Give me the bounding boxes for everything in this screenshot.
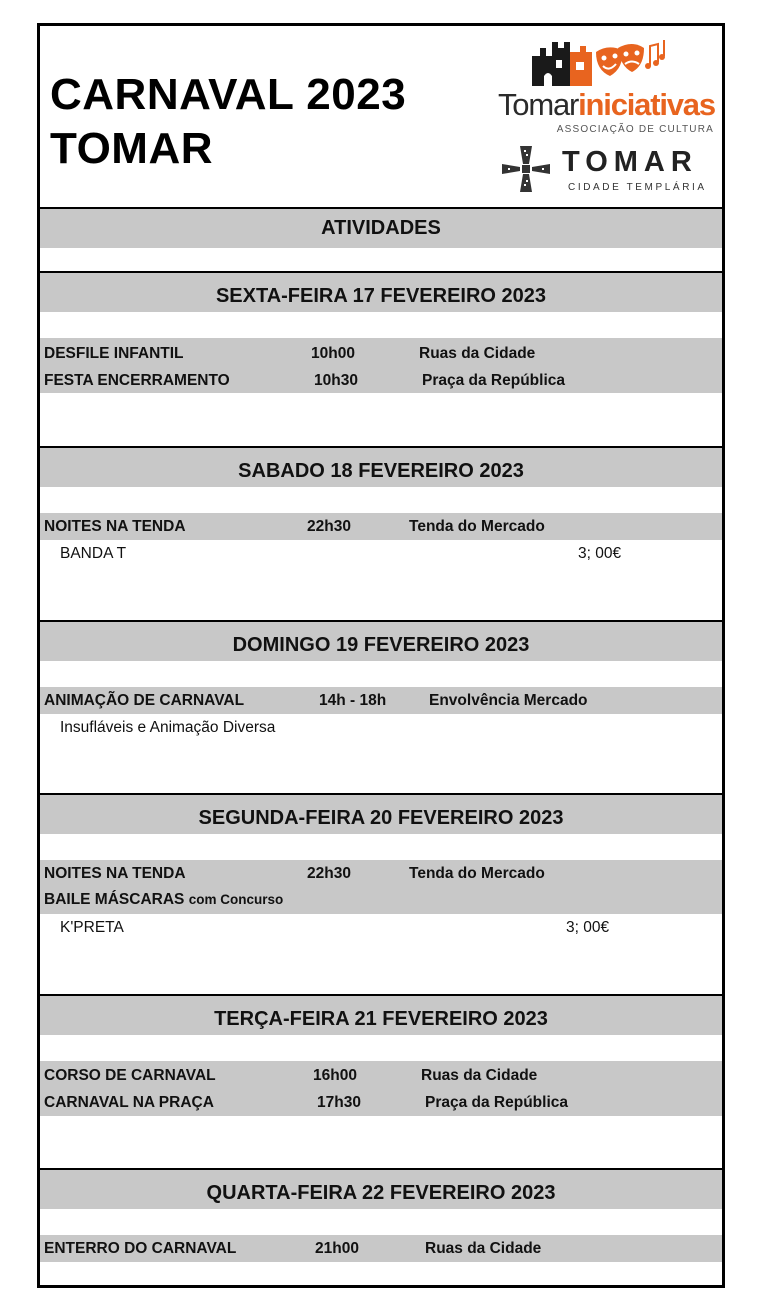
event-name: DESFILE INFANTIL [44, 345, 184, 362]
tomar-subtitle: CIDADE TEMPLÁRIA [568, 182, 707, 193]
day-header: QUARTA-FEIRA 22 FEVEREIRO 2023 [40, 1170, 722, 1209]
poster-header [40, 26, 722, 209]
event-name: CORSO DE CARNAVAL [44, 1067, 216, 1084]
event-name: NOITES NA TENDA [44, 865, 186, 882]
event-time: 22h30 [307, 865, 351, 882]
event-place: Praça da República [422, 372, 566, 389]
event-price: 3; 00€ [578, 545, 622, 562]
event-place: Ruas da Cidade [425, 1240, 542, 1257]
event-detail: BANDA T [60, 545, 127, 562]
event-price: 3; 00€ [566, 919, 610, 936]
event-time: 10h30 [314, 372, 358, 389]
title-line-2: TOMAR [50, 124, 214, 173]
event-name-main: BAILE MÁSCARAS [44, 891, 185, 908]
logo-wordmark: Tomariniciativas [498, 87, 715, 122]
event-place: Praça da República [425, 1094, 569, 1111]
event-detail: Insufláveis e Animação Diversa [60, 719, 276, 736]
event-place: Tenda do Mercado [409, 518, 545, 535]
section-title: ATIVIDADES [40, 209, 722, 248]
title-line-1: CARNAVAL 2023 [50, 70, 407, 119]
event-time: 22h30 [307, 518, 351, 535]
event-time: 10h00 [311, 345, 355, 362]
event-name: ANIMAÇÃO DE CARNAVAL [44, 692, 245, 709]
event-place: Ruas da Cidade [419, 345, 536, 362]
event-name: NOITES NA TENDA [44, 518, 186, 535]
event-time: 17h30 [317, 1094, 361, 1111]
poster-title [50, 68, 406, 176]
day-header: SABADO 18 FEVEREIRO 2023 [40, 448, 722, 487]
templar-cross-icon [498, 142, 554, 196]
event-detail: K'PRETA [60, 919, 124, 936]
tomar-cidade-templaria-logo [498, 142, 718, 202]
event-place: Ruas da Cidade [421, 1067, 538, 1084]
event-place: Envolvência Mercado [429, 692, 588, 709]
tomar-iniciativas-logo [492, 34, 720, 134]
event-time: 14h - 18h [319, 692, 387, 709]
day-header: DOMINGO 19 FEVEREIRO 2023 [40, 622, 722, 661]
event-place: Tenda do Mercado [409, 865, 545, 882]
logo-subtitle: ASSOCIAÇÃO DE CULTURA [556, 124, 714, 135]
event-time: 21h00 [315, 1240, 359, 1257]
day-header: SEGUNDA-FEIRA 20 FEVEREIRO 2023 [40, 795, 722, 834]
day-header: TERÇA-FEIRA 21 FEVEREIRO 2023 [40, 996, 722, 1035]
event-name: ENTERRO DO CARNAVAL [44, 1240, 237, 1257]
event-name: CARNAVAL NA PRAÇA [44, 1094, 214, 1111]
day-header: SEXTA-FEIRA 17 FEVEREIRO 2023 [40, 273, 722, 312]
event-name: FESTA ENCERRAMENTO [44, 372, 230, 389]
castle-theatre-masks-icon [492, 34, 720, 90]
poster-frame [37, 23, 725, 1288]
event-name [44, 891, 283, 909]
event-time: 16h00 [313, 1067, 357, 1084]
tomar-wordmark: TOMAR [562, 146, 698, 178]
event-name-suffix: com Concurso [188, 892, 284, 907]
